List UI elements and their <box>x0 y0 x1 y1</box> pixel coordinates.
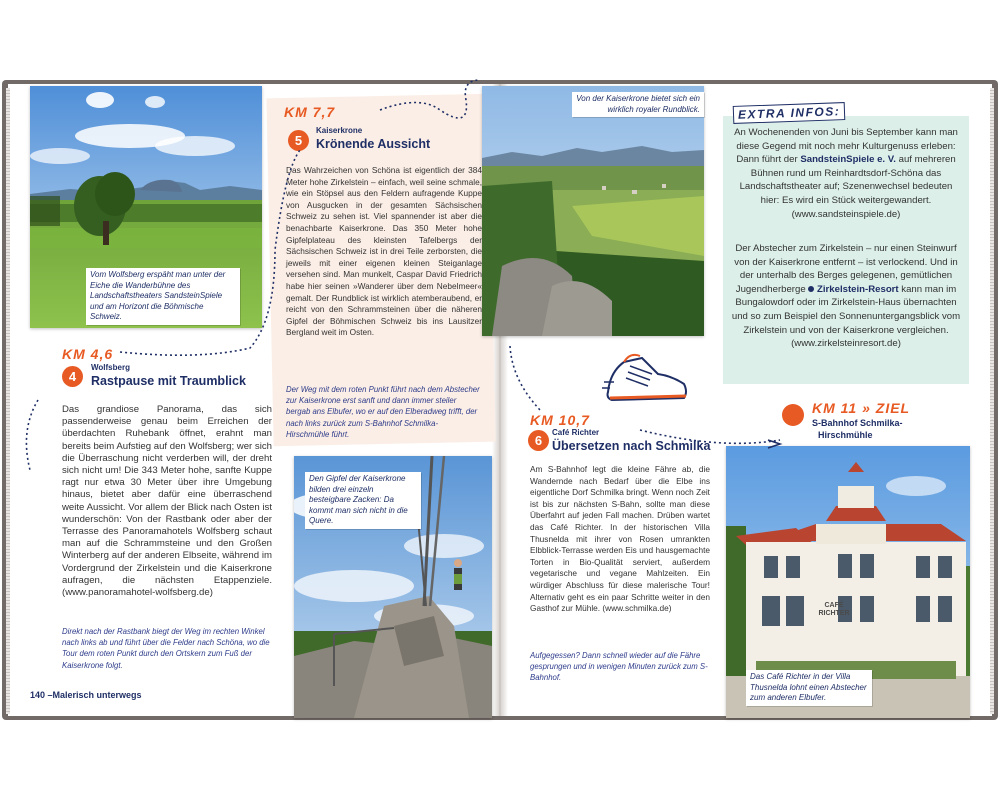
stop5-number: 5 <box>288 130 309 151</box>
stop6-km: KM 10,7 <box>530 412 590 428</box>
page-footer-left: 140 –Malerisch unterwegs <box>30 690 142 700</box>
stop5-text: Das Wahrzeichen von Schöna ist eigentlich der 384 Meter hohe Zirkelstein – einfach, weil seine schmale, wie ein Stöpsel aus den Feldern aufragende Kuppe von Ausgucken in der gesamten Sächsischen Schweiz zu sehen ist. Viel spannender ist aber die benachbarte Kaiserkrone. Das 350 Meter hohe Gipfelplateau des kleinsten Tafelbergs der Sächsischen Schweiz ist in drei Teile zerborsten, die jeweils mit einer eigenen kleinen Steiganlage versehen sind. Man munkelt, Caspar David Friedrich habe hier seinen »Wanderer über dem Nebelmeer« gemalt. Der Rundblick ist wirklich atemberaubend, er reicht von den Schrammsteinen über die näheren Gipfel der Böhmischen Schweiz bis ins Lausitzer Bergland weit im Osten. <box>286 165 482 338</box>
extra-p1-a: An Wochenenden von Juni bis September kann man diese Gegend mit noch mehr Kulturgenuss erleben: Dann führt der <box>734 127 958 166</box>
stop6-number: 6 <box>528 430 549 451</box>
stop6-text: Am S-Bahnhof legt die kleine Fähre ab, die Wandernde nach Bedarf über die Elbe ins eigentliche Dorf Schmilka bringt. Wenn noch Zeit ist bis zur nächsten S-Bahn, sollte man diese Überfahrt auf jeden Fall machen. Drüben wartet das Café Richter. In der historischen Villa Thusnelda mit ihrer von Rosen umrankten Elbblick-Terrasse werden Eis und hausgemachte Torten in Bio-Qualität serviert, außerdem vegetarische und vegane Mahlzeiten. Ein würdiger Abschluss für diese malerische Tour! Alternativ geht es ein paar Schritte weiter in den Gasthof zur Mühle. (www.schmilka.de) <box>530 464 710 614</box>
ziel-place-1: S-Bahnhof Schmilka- <box>812 418 903 428</box>
stop5-note: Der Weg mit dem roten Punkt führt nach dem Abstecher zur Kaiserkrone erst sanft und dann immer steiler bergab ans Elbufer, wo er auf den Elberadweg trifft, der nach links zurück zum S-Bahnhof Schmilka-Hirschmühle führt. <box>286 385 480 439</box>
stop4-place: Wolfsberg <box>91 363 130 372</box>
stop4-number: 4 <box>62 366 83 387</box>
extra-p1-b: auf mehreren Bühnen rund um Reinhardtsdorf-Schöna das Landschaftstheater auf; Szenenwechsel bedeuten hier: Es wird ein Stück weitergewandert. (www.sandsteinspiele.de) <box>739 154 956 220</box>
stop4-note: Direkt nach der Rastbank biegt der Weg im rechten Winkel nach links ab und führt über die Felder nach Schöna, wo die Tour dem roten Punkt durch den Ortskern zum Fuß der Kaiserkrone folgt. <box>62 627 270 670</box>
photo-cafe-richter-caption: Das Café Richter in der Villa Thusnelda lohnt einen Abstecher zum anderen Elbufer. <box>746 670 872 706</box>
photo-kaiserkrone-summit-caption: Den Gipfel der Kaiserkrone bilden drei einzeln besteigbare Zacken: Da kommt man sich nicht in die Quere. <box>305 472 421 529</box>
stop4-km: KM 4,6 <box>62 346 114 362</box>
cafe-sign: CAFÉ RICHTER <box>818 602 850 617</box>
stop5-place: Kaiserkrone <box>316 126 363 135</box>
extra-p2-bold: Zirkelstein-Resort <box>817 283 899 295</box>
stop6-place: Café Richter <box>552 428 600 437</box>
extra-p1-bold: SandsteinSpiele e. V. <box>800 154 896 166</box>
stop4-text: Das grandiose Panorama, das sich passenderweise genau beim Erreichen der überdachten Ruhebank öffnet, erahnt man bereits beim Aufstieg auf den Wolfsberg; wer sich die Überraschung nicht verderben will, der dreht sich nicht um! Die 343 Meter hohe, sanfte Kuppe ragt nur etwa 30 Meter über ihre Umgebung hinaus, bietet aber dafür eine überraschend weite Aussicht. Vor allem der Blick nach Osten ist wunderschön: Von der Rastbank oder aber der Terrasse des Panoramahotels Wolfsberg schaut man auf die Schrammsteine und den Großen Winterberg auf der anderen Elbseite, während im Vordergrund der Zirkelstein und die Kaiserkrone aufragen, die nächsten Etappenziele. (www.panoramahotel-wolfsberg.de) <box>62 404 272 599</box>
stop5-km: KM 7,7 <box>284 104 336 120</box>
stop6-note: Aufgegessen? Dann schnell wieder auf die Fähre gesprungen und in wenigen Minuten zurück zum S-Bahnhof. <box>530 651 708 683</box>
ziel-place-2: Hirschmühle <box>818 430 873 440</box>
ziel-km: KM 11 » ZIEL <box>812 400 911 416</box>
stop5-title: Krönende Aussicht <box>316 137 431 151</box>
photo-wolfsberg-caption: Vom Wolfsberg erspäht man unter der Eiche die Wanderbühne des Landschaftstheaters SandsteinSpiele und am Horizont die Böhmische Schweiz. <box>86 268 240 325</box>
stop6-title: Übersetzen nach Schmilka <box>552 439 711 453</box>
extra-p2-b: kann man im Bungalowdorf oder im Zirkelstein-Haus übernachten und so zum Beispiel den Sonnenuntergangsblick vom Zirkelstein und von der Kaiserkrone vergleichen. (www.zirkelsteinresort.de) <box>731 283 961 350</box>
stop4-title: Rastpause mit Traumblick <box>91 374 246 388</box>
photo-rundblick-caption: Von der Kaiserkrone bietet sich ein wirklich royaler Rundblick. <box>572 92 704 117</box>
extra-p2-a: Der Abstecher zum Zirkelstein – nur einen Steinwurf von der Kaiserkrone entfernt – ist verlockend. Und in der unterhalb des Berges gelegenen, gemütlichen Jugendherberge <box>734 243 958 295</box>
extra-infos-heading: EXTRA INFOS: <box>733 102 846 124</box>
